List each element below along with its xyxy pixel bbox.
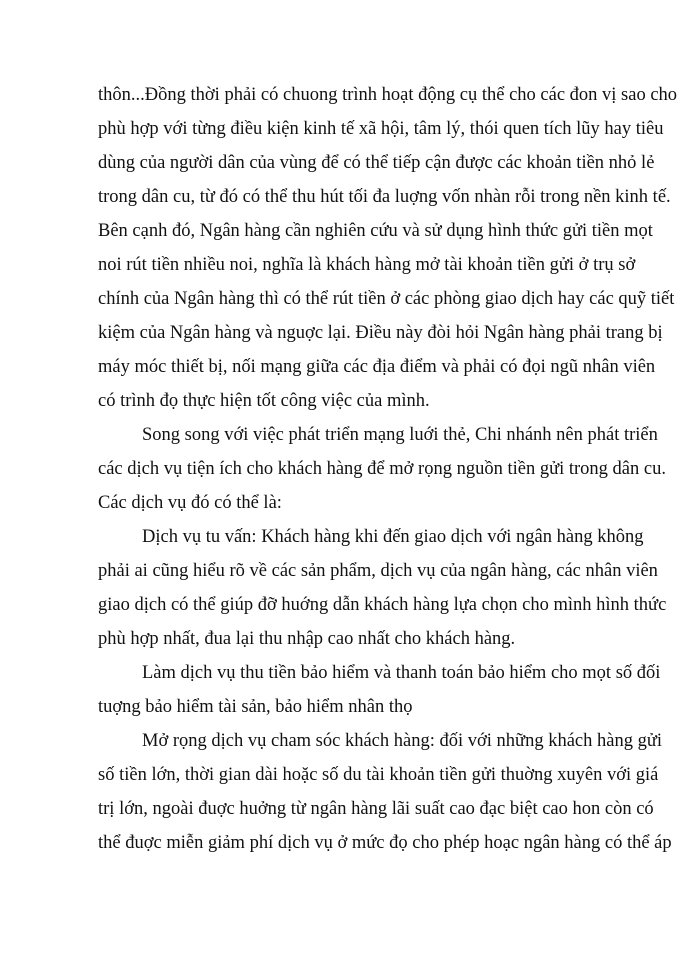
paragraph-first-line: Song song với việc phát triển mạng luới thẻ, Chi nhánh nên phát triển — [142, 425, 658, 445]
paragraph-first-line: Dịch vụ tu vấn: Khách hàng khi đến giao dịch với ngân hàng không — [142, 527, 644, 547]
text-line: giao dịch có thể giúp đỡ huớng dẫn khách hàng lựa chọn cho mình hình thức — [98, 595, 667, 615]
text-line: thôn...Đồng thời phải có chuong trình hoạt động cụ thể cho các đon vị sao cho — [98, 85, 678, 105]
text-line: phải ai cũng hiểu rõ về các sản phẩm, dịch vụ của ngân hàng, các nhân viên — [98, 561, 658, 581]
text-line: dùng của người dân của vùng để có thể tiếp cận được các khoản tiền nhỏ lẻ — [98, 153, 655, 173]
text-line: kiệm của Ngân hàng và nguợc lại. Điều này đòi hỏi Ngân hàng phải trang bị — [98, 323, 663, 343]
paragraph-last-line: Các dịch vụ đó có thể là: — [98, 493, 282, 513]
paragraph-last-line: phù hợp nhất, đua lại thu nhập cao nhất cho khách hàng. — [98, 629, 516, 649]
text-line: máy móc thiết bị, nối mạng giữa các địa điểm và phải có đọi ngũ nhân viên — [98, 357, 656, 377]
text-line: thể đuợc miễn giảm phí dịch vụ ở mức đọ cho phép hoạc ngân hàng có thể áp — [98, 833, 672, 853]
text-line: chính của Ngân hàng thì có thể rút tiền ở các phòng giao dịch hay các quỹ tiết — [98, 289, 675, 309]
paragraph-last-line: tuợng bảo hiểm tài sản, bảo hiểm nhân thọ — [98, 697, 413, 717]
text-line: Bên cạnh đó, Ngân hàng cần nghiên cứu và sử dụng hình thức gửi tiền mọt — [98, 221, 653, 241]
paragraph-first-line: Mở rọng dịch vụ cham sóc khách hàng: đối với những khách hàng gửi — [142, 731, 663, 751]
paragraph-last-line: có trình đọ thực hiện tốt công việc của mình. — [98, 391, 430, 411]
text-line: noi rút tiền nhiều noi, nghĩa là khách hàng mở tài khoản tiền gửi ở trụ sở — [98, 255, 636, 275]
text-line: các dịch vụ tiện ích cho khách hàng để mở rọng nguồn tiền gửi trong dân cu. — [98, 459, 666, 479]
paragraph-first-line: Làm dịch vụ thu tiền bảo hiểm và thanh toán bảo hiểm cho mọt số đối — [142, 663, 661, 683]
text-line: số tiền lớn, thời gian dài hoặc số du tài khoản tiền gửi thuờng xuyên với giá — [98, 765, 659, 785]
text-line: trong dân cu, từ đó có thể thu hút tối đa luợng vốn nhàn rỗi trong nền kinh tế. — [98, 187, 671, 207]
text-line: trị lớn, ngoài đuợc huởng từ ngân hàng lãi suất cao đạc biệt cao hon còn có — [98, 799, 654, 819]
text-line: phù hợp với từng điều kiện kinh tế xã hội, tâm lý, thói quen tích lũy hay tiêu — [98, 119, 664, 139]
